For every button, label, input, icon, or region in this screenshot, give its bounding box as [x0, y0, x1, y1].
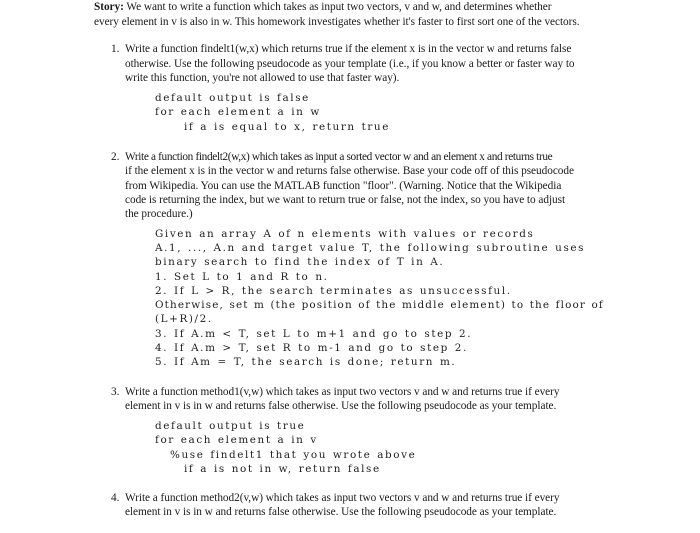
q3-code-3: %use findelt1 that you wrote above [170, 449, 417, 461]
q2-number: 2. [111, 151, 120, 163]
q3-line-2: element in v is in w and returns false otherwise. Use the following pseudocode as your template. [125, 400, 557, 412]
q1-line-1: Write a function findelt1(w,x) which returns true if the element x is in the vector w and returns false [125, 43, 572, 55]
q4-line-2: element in v is in w and returns false otherwise. Use the following pseudocode as your template. [125, 506, 557, 518]
story-text: We want to write a function which takes as input two vectors, v and w, and determines whether [123, 1, 552, 13]
q2-code-10: 5. If Am = T, the search is done; return m. [155, 356, 457, 368]
story-line-2: every element in v is also in w. This homework investigates whether it's faster to first sort one of the vectors. [94, 16, 580, 28]
q4-number: 4. [111, 492, 120, 504]
q2-code-8: 3. If A.m < T, set L to m+1 and go to step 2. [155, 328, 473, 340]
q2-code-4: 1. Set L to 1 and R to n. [155, 271, 329, 283]
story-line-1 [94, 1, 551, 13]
q3-number: 3. [111, 386, 120, 398]
q1-line-2: otherwise. Use the following pseudocode as your template (i.e., if you know a better or faster way to [125, 58, 575, 70]
q2-code-3: binary search to find the index of T in A. [155, 256, 445, 268]
q1-line-3: write this function, you're not allowed to use that faster way). [125, 72, 400, 84]
q3-code-2: for each element a in v [155, 434, 318, 446]
q2-line-5: the procedure.) [125, 208, 193, 220]
q3-code-1: default output is true [155, 420, 306, 432]
q1-code-2: for each element a in w [155, 106, 321, 118]
q2-line-2: if the element x is in the vector w and returns false otherwise. Base your code off of this pseudocode [125, 165, 574, 177]
q2-code-9: 4. If A.m > T, set R to m-1 and go to step 2. [155, 342, 468, 354]
q2-code-7: (L+R)/2. [155, 313, 213, 325]
q2-code-6: Otherwise, set m (the position of the middle element) to the floor of [155, 299, 604, 311]
q1-code-3: if a is equal to x, return true [184, 121, 390, 133]
story-label: Story: [94, 1, 124, 13]
q3-line-1: Write a function method1(v,w) which takes as input two vectors v and w and returns true if every [125, 386, 560, 398]
q3-code-4: if a is not in w, return false [184, 463, 381, 475]
q2-line-4: code is returning the index, but we want to return true or false, not the index, so you have to adjust [125, 194, 566, 206]
q1-code-1: default output is false [155, 92, 310, 104]
q2-code-1: Given an array A of n elements with values or records [155, 228, 535, 240]
q2-line-3: from Wikipedia. You can use the MATLAB function "floor". (Warning. Notice that the Wikipedia [125, 180, 562, 192]
q2-code-2: A.1, ..., A.n and target value T, the following subroutine uses [155, 242, 586, 254]
q4-line-1: Write a function method2(v,w) which takes as input two vectors v and w and returns true if every [125, 492, 560, 504]
q2-line-1: Write a function findelt2(w,x) which takes as input a sorted vector w and an element x and returns true [125, 151, 553, 163]
q1-number: 1. [111, 43, 120, 55]
q2-code-5: 2. If L > R, the search terminates as unsuccessful. [155, 285, 512, 297]
